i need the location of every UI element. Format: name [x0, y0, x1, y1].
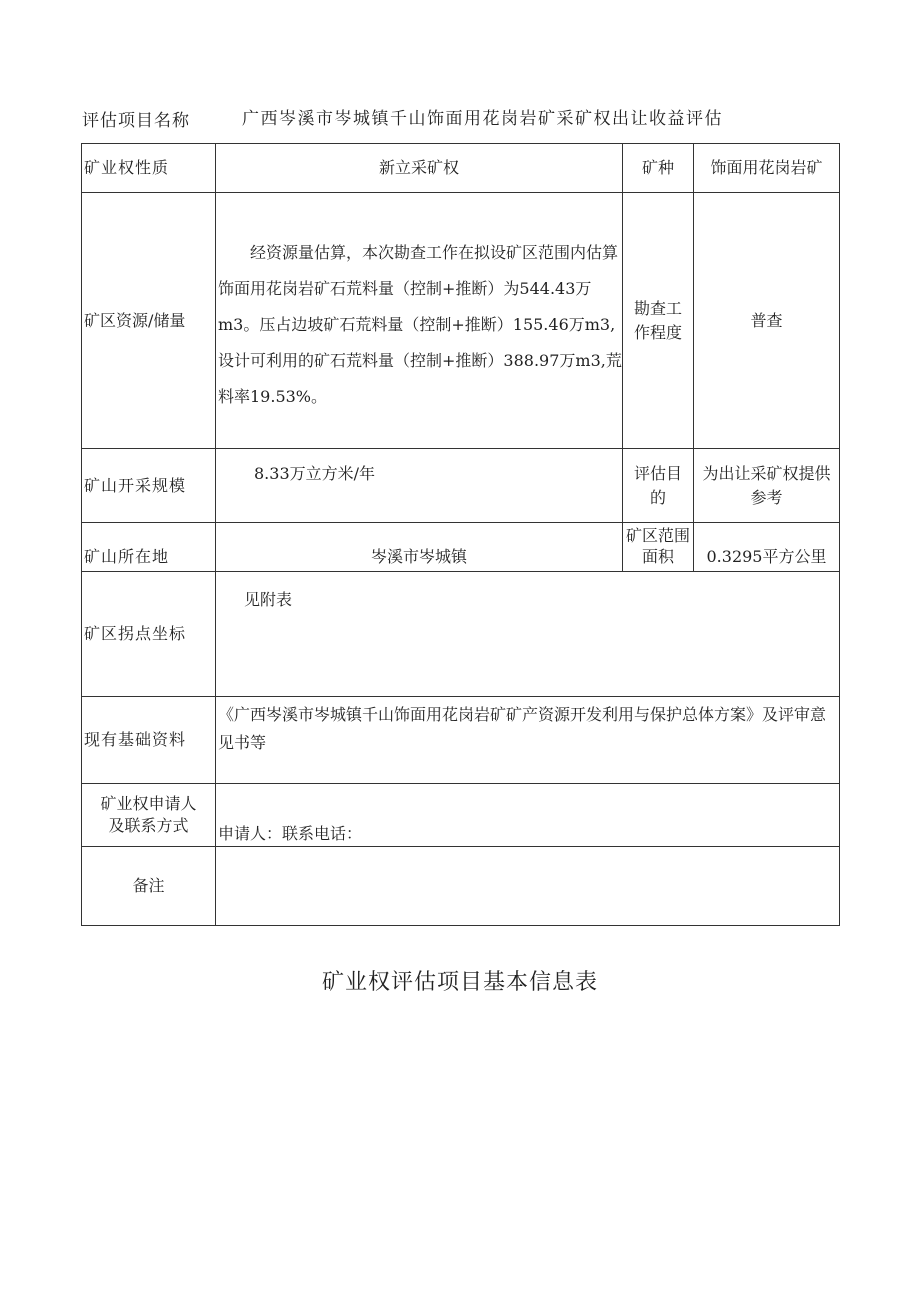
coords-label: 矿区拐点坐标 — [81, 571, 216, 697]
reserve-value-cell — [215, 192, 623, 449]
survey-level-label: 勘查工作程度 — [622, 192, 694, 449]
coords-value: 见附表 — [215, 571, 840, 697]
document-title: 矿业权评估项目基本信息表 — [321, 970, 598, 995]
applicant-label: 矿业权申请人及联系方式 — [81, 783, 216, 847]
area-value: 0.3295平方公里 — [693, 522, 840, 572]
basis-value: 《广西岑溪市岑城镇千山饰面用花岗岩矿矿产资源开发利用与保护总体方案》及评审意见书等 — [215, 696, 840, 784]
purpose-label: 评估目的 — [622, 448, 694, 523]
applicant-value: 申请人：联系电话： — [215, 783, 840, 847]
mineral-type-value: 饰面用花岗岩矿 — [693, 143, 840, 193]
location-value: 岑溪市岑城镇 — [215, 522, 623, 572]
project-name-label: 评估项目名称 — [82, 111, 190, 131]
survey-level-value: 普查 — [693, 192, 840, 449]
reserve-label: 矿区资源/储量 — [81, 192, 216, 449]
purpose-value: 为出让采矿权提供参考 — [693, 448, 840, 523]
nature-value: 新立采矿权 — [215, 143, 623, 193]
scale-value: 8.33万立方米/年 — [215, 448, 623, 523]
remark-value — [215, 846, 840, 926]
reserve-value: 经资源量估算，本次勘查工作在拟设矿区范围内估算饰面用花岗岩矿石荒料量（控制+推断）为544.43万m3。压占边坡矿石荒料量（控制+推断）155.46万m3,设计可利用的矿石荒料量（控制+推断）388.97万m3,荒料率19.53%。 — [218, 243, 622, 406]
project-name-value: 广西岑溪市岑城镇千山饰面用花岗岩矿采矿权出让收益评估 — [242, 109, 723, 129]
scale-label: 矿山开采规模 — [81, 448, 216, 523]
info-table — [81, 143, 840, 926]
nature-label: 矿业权性质 — [81, 143, 216, 193]
mineral-type-label: 矿种 — [622, 143, 694, 193]
location-label: 矿山所在地 — [81, 522, 216, 572]
project-row — [82, 104, 840, 134]
area-label: 矿区范围面积 — [622, 522, 694, 572]
remark-label: 备注 — [81, 846, 216, 926]
basis-label: 现有基础资料 — [81, 696, 216, 784]
